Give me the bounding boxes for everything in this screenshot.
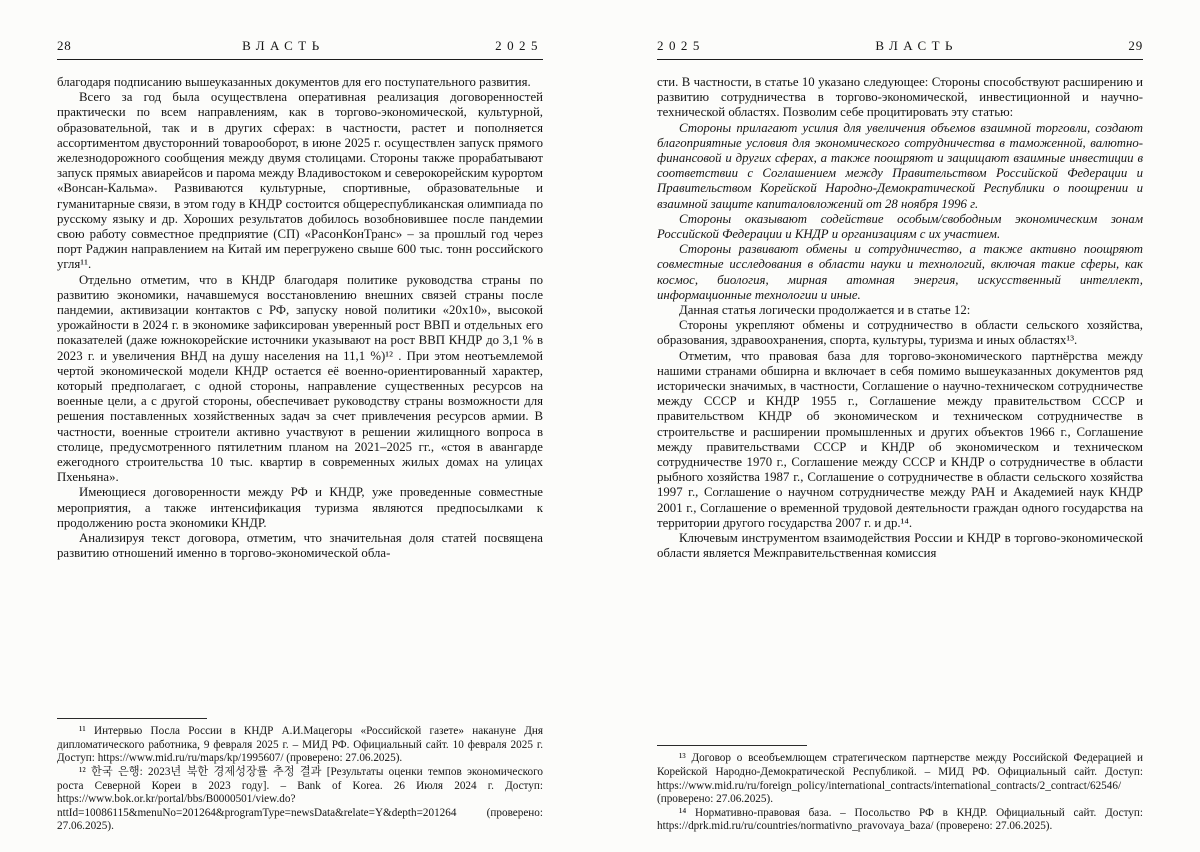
paragraph: Стороны развивают обмены и сотрудничество, а также активно поощряют совместные исследования в области науки и технологий, включая такие сферы, как космос, биология, мирная атомная энергия, искусственный интеллект, информационные технологии и иные. — [657, 242, 1143, 302]
page-header-right — [657, 38, 1143, 54]
footnote: ¹² 한국 은행: 2023년 북한 경제성장률 추정 결과 [Результаты оценки темпов экономического роста Северной Кореи в 2023 году]. – Bank of Korea. 26 Июля 2024 г. Доступ: https://www.bok.or.kr/portal/bbs/B0000501/view.do?nttId=10086115&menuNo=201264&programType=newsData&relate=Y&depth=201264 (проверено: 27.06.2025). — [57, 766, 543, 833]
page-body — [57, 75, 543, 562]
header-rule — [57, 59, 543, 60]
footnote-separator — [657, 745, 807, 746]
footnote: ¹³ Договор о всеобъемлющем стратегическом партнерстве между Российской Федерацией и Корейской Народно-Демократической Республикой. – МИД РФ. Официальный сайт. Доступ: https://www.mid.ru/ru/foreign_policy/international_contracts/international_contracts/2_contract/62546/ (проверено: 27.06.2025). — [657, 752, 1143, 806]
year: 2025 — [657, 38, 705, 53]
page-right — [600, 0, 1200, 852]
footnote-separator — [57, 718, 207, 719]
paragraph: Анализируя текст договора, отметим, что значительная доля статей посвящена развитию отношений именно в торгово-экономической обла- — [57, 531, 543, 561]
journal-title: ВЛАСТЬ — [875, 38, 958, 53]
page-footnotes — [57, 725, 543, 834]
footnote: ¹¹ Интервью Посла России в КНДР А.И.Мацегоры «Российской газете» накануне Дня дипломатического работника, 9 февраля 2025 г. – МИД РФ. Официальный сайт. 10 февраля 2025 г. Доступ: https://www.mid.ru/ru/maps/kp/1995607/ (проверено: 27.06.2025). — [57, 725, 543, 765]
paragraph: Имеющиеся договоренности между РФ и КНДР, уже проведенные совместные мероприятия, а также интенсификация туризма являются предпосылками к продолжению роста экономики КНДР. — [57, 485, 543, 530]
paragraph: благодаря подписанию вышеуказанных документов для его поступательного развития. — [57, 75, 531, 89]
journal-title: ВЛАСТЬ — [242, 38, 325, 53]
year: 2025 — [495, 38, 543, 53]
paragraph: Всего за год была осуществлена оперативная реализация договоренностей практически по всем направлениям, как в торгово-экономической, культурной, образовательной, так и в других сферах: в частности, растет и пополняется ассортиментом двусторонний товарооборот, в июне 2025 г. осуществлен запуск прямого железнодорожного сообщения между двумя столицами. Стороны также прорабатывают запуск прямых авиарейсов и парома между Владивостоком и северокорейским курортом «Вонсан-Кальма». Развиваются культурные, спортивные, образовательные и гуманитарные связи, в этом году в КНДР состоится общереспубликанская олимпиада по русскому языку и др. Хороших результатов добилось возобновившее после пандемии свою работу совместное предприятие (СП) «РасонКонТранс» – за прошлый год через порт Раджин направлением на Китай им перегружено свыше 600 тыс. тонн российского угля¹¹. — [57, 90, 543, 272]
paragraph: Стороны оказывают содействие особым/свободным экономическим зонам Российской Федерации и КНДР и организациям с их участием. — [657, 211, 1143, 242]
page-header-left — [57, 38, 543, 54]
paragraph: Отдельно отметим, что в КНДР благодаря политике руководства страны по развитию экономики, начавшемуся восстановлению внешних связей страны после пандемии, активизации контактов с РФ, запуску новой политики «20x10», высокой урожайности в 2024 г. в экономике зафиксирован уверенный рост ВВП и отдельных его показателей (даже южнокорейские источники указывают на рост ВВП КНДР до 3,1 % в 2023 г. и увеличения ВНД на душу населения на 11,1 %)¹² . При этом неотъемлемой чертой экономической модели КНДР остается её военно-ориентированный характер, который предполагает, с одной стороны, направление существенных ресурсов на военные цели, а с другой стороны, обеспечивает руководству страны возможности для решения поставленных хозяйственных задач за счет привлечения ресурсов армии. В частности, военные строители активно участвуют в решении жилищного вопроса в столице, предусмотренного пятилетним планом на 2021–2025 гг., «стоя в авангарде ежегодного строительства 10 тыс. квартир в современных жилых домах на улицах Пхеньяна». — [57, 272, 543, 485]
paragraph: сти. В частности, в статье 10 указано следующее: Стороны способствуют расширению и развитию сотрудничества в торгово-экономической, инвестиционной и научно-технической областях. Позволим себе процитировать эту статью: — [657, 75, 1143, 120]
paragraph: Отметим, что правовая база для торгово-экономического партнёрства между нашими странами обширна и включает в себя помимо вышеуказанных документов ряд исторически значимых, в частности, Соглашение о научно-техническом сотрудничестве между СССР и КНДР 1955 г., Соглашение между правительством СССР и правительством КНДР об экономическом и техническом сотрудничестве в строительстве и расширении промышленных и других объектов 1966 г., Соглашение между правительствами СССР и КНДР об экономическом и техническом сотрудничестве 1970 г., Соглашение между СССР и КНДР о сотрудничестве в области рыбного хозяйства 1987 г., Соглашение о сотрудничестве в области сельского хозяйства 1997 г., Соглашение о научном сотрудничестве между РАН и Академией наук КНДР 2001 г., Соглашение о временной трудовой деятельности граждан одного государства на территории другого государства 2007 г. и др.¹⁴. — [657, 348, 1143, 530]
paragraph: Стороны прилагают усилия для увеличения объемов взаимной торговли, создают благоприятные условия для экономического сотрудничества в таможенной, валютно-финансовой и других сферах, а также поощряют и защищают взаимные инвестиции в соответствии с Соглашением между Правительством Российской Федерации и Правительством Корейской Народно-Демократической Республики о поощрении и взаимной защите капиталовложений от 28 ноября 1996 г. — [657, 120, 1143, 211]
header-rule — [657, 59, 1143, 60]
paragraph: Данная статья логически продолжается и в статье 12: — [679, 303, 971, 318]
page-footnotes — [657, 752, 1143, 834]
page-body — [657, 75, 1143, 562]
page-number: 28 — [57, 38, 72, 53]
page-number: 29 — [1128, 38, 1143, 53]
footnote: ¹⁴ Нормативно-правовая база. – Посольство РФ в КНДР. Официальный сайт. Доступ: https://dprk.mid.ru/ru/countries/normativno_pravovaya_baza/ (проверено: 27.06.2025). — [657, 806, 1143, 833]
paragraph: Ключевым инструментом взаимодействия России и КНДР в торгово-экономической области является Межправительственная комиссия — [657, 531, 1143, 561]
paragraph: Стороны укрепляют обмены и сотрудничество в области сельского хозяйства, образования, здравоохранения, спорта, культуры, туризма и иных областях¹³. — [657, 318, 1143, 348]
